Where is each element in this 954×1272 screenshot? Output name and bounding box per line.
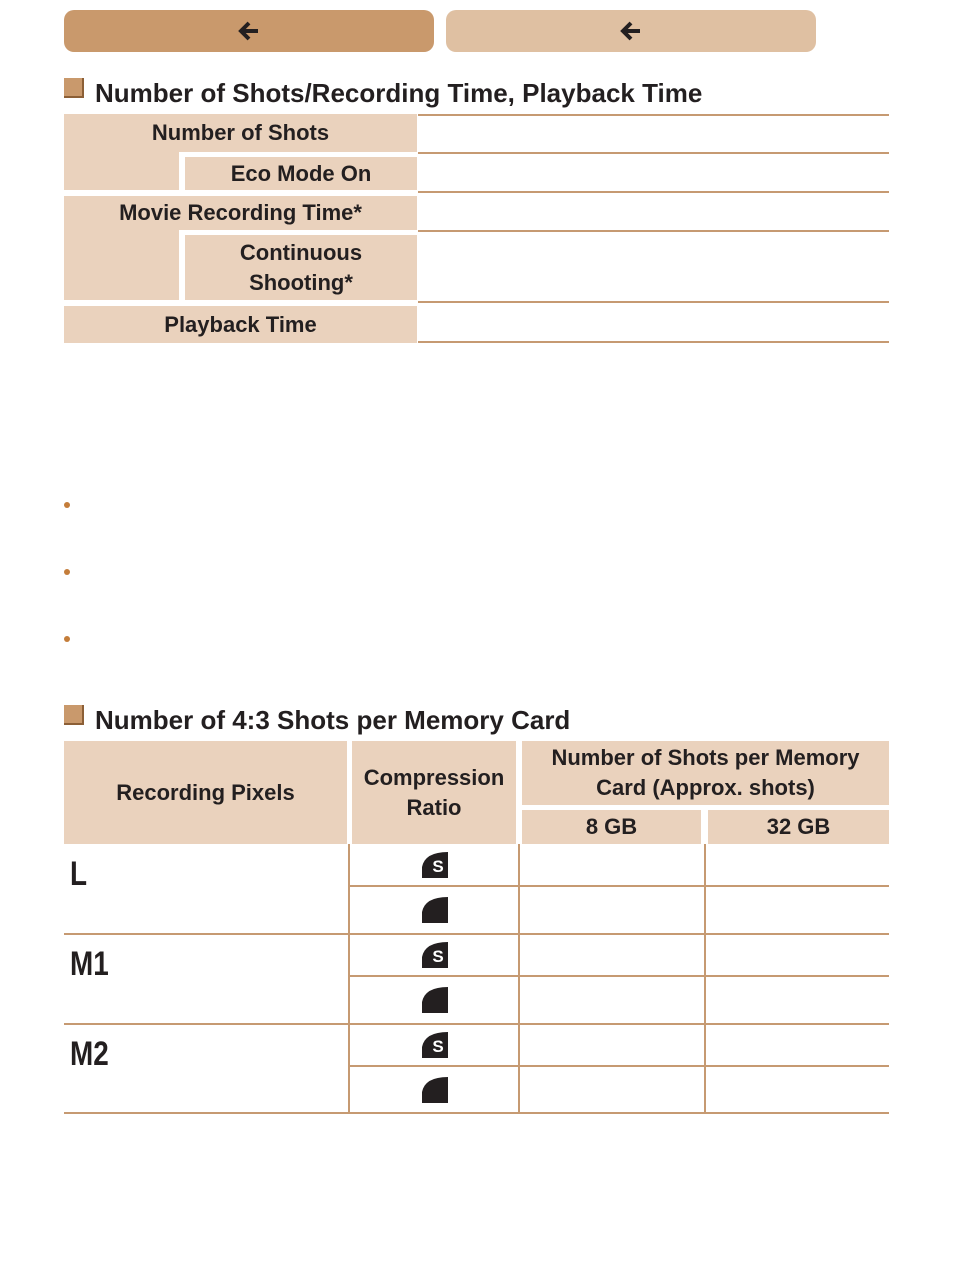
column-header-compression-ratio: Compression Ratio: [352, 741, 516, 844]
table-rule: [418, 301, 889, 303]
column-header-recording-pixels: Recording Pixels: [64, 741, 347, 844]
svg-text:S: S: [432, 1037, 444, 1056]
row-label-eco-mode-on: Eco Mode On: [185, 157, 417, 190]
section-title: Number of 4:3 Shots per Memory Card: [95, 705, 571, 735]
table-rule: [64, 1023, 889, 1025]
arrow-left-icon: [238, 20, 260, 42]
table-rule: [418, 230, 889, 232]
section-title: Number of Shots/Recording Time, Playback Time: [95, 78, 703, 108]
row-label-number-of-shots: Number of Shots: [64, 114, 417, 152]
recording-pixels-L: L: [70, 855, 88, 893]
previous-page-button[interactable]: [64, 10, 434, 52]
row-label-movie-recording-time: Movie Recording Time*: [64, 196, 417, 230]
table-rule: [418, 341, 889, 343]
arrow-left-icon: [620, 20, 642, 42]
row-label-spacer: [64, 152, 179, 190]
column-header-32gb: 32 GB: [708, 810, 889, 844]
table-rule: [350, 885, 889, 887]
svg-text:S: S: [432, 947, 444, 966]
fine-icon: [421, 1076, 449, 1104]
superfine-icon: [421, 1031, 449, 1059]
list-bullet: [64, 569, 70, 575]
row-label-spacer: [64, 230, 179, 300]
row-label-playback-time: Playback Time: [64, 306, 417, 343]
section-marker-icon: [64, 705, 84, 725]
table-rule: [418, 191, 889, 193]
table-rule: [64, 933, 889, 935]
superfine-icon: [421, 941, 449, 969]
section-heading: [64, 705, 570, 736]
list-bullet: [64, 502, 70, 508]
table-rule: [418, 152, 889, 154]
fine-icon: [421, 896, 449, 924]
column-header-shots-per-card: Number of Shots per Memory Card (Approx. shots): [522, 741, 889, 805]
column-header-8gb: 8 GB: [522, 810, 701, 844]
svg-text:S: S: [432, 857, 444, 876]
section-heading: [64, 78, 702, 109]
section-marker-icon: [64, 78, 84, 98]
table-rule: [350, 1065, 889, 1067]
list-bullet: [64, 636, 70, 642]
recording-pixels-M1: M1: [70, 945, 109, 983]
row-label-continuous-shooting: Continuous Shooting*: [185, 235, 417, 300]
table-rule: [64, 1112, 889, 1114]
recording-pixels-M2: M2: [70, 1035, 109, 1073]
superfine-icon: [421, 851, 449, 879]
fine-icon: [421, 986, 449, 1014]
table-rule: [350, 975, 889, 977]
table-rule: [418, 114, 889, 116]
back-button[interactable]: [446, 10, 816, 52]
